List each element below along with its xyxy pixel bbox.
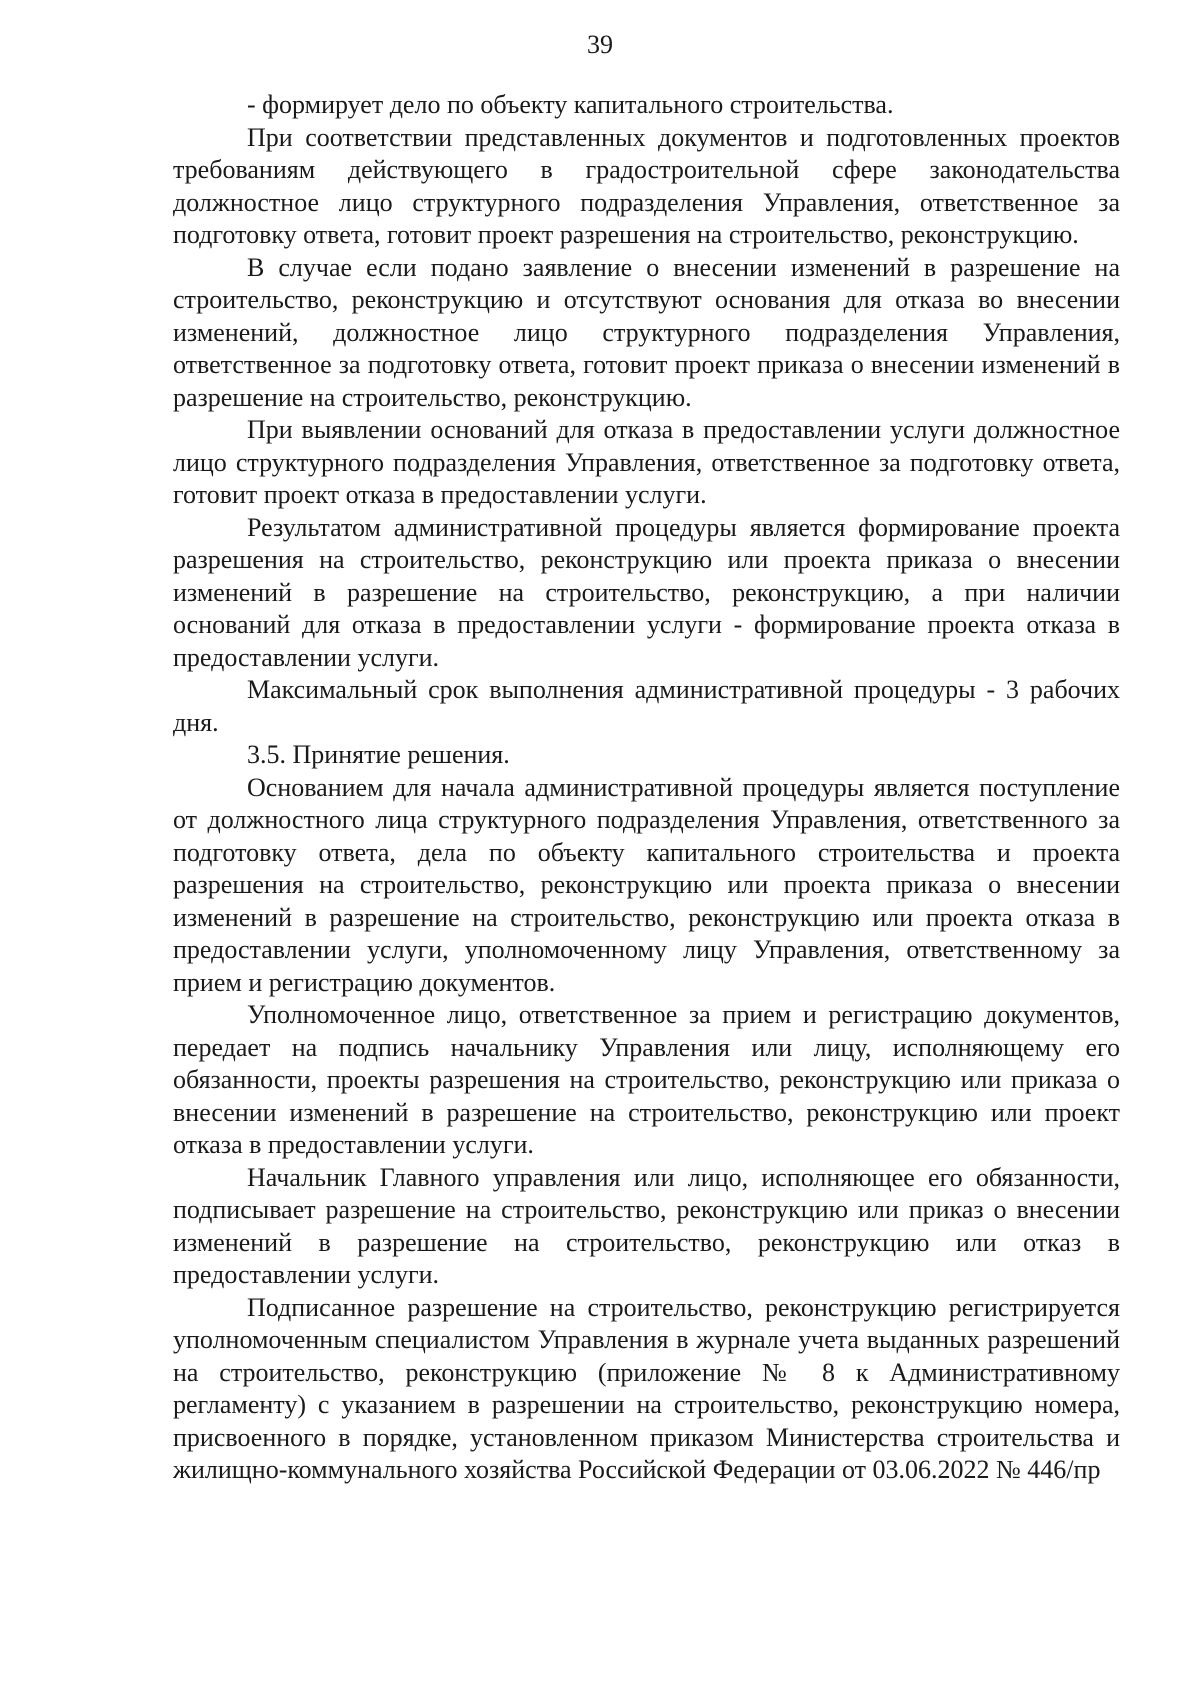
paragraph: Основанием для начала административной процедуры является поступление от должностного лица структурного подразделения Управления, ответственного за подготовку ответа, дела по объекту капитального строительства и проекта разрешения на строительство, реконструкцию или проекта приказа о внесении изменений в разрешение на строительство, реконструкцию или проекта отказа в предоставлении услуги, уполномоченному лицу Управления, ответственному за прием и регистрацию документов. bbox=[173, 772, 1120, 997]
paragraph: При соответствии представленных документов и подготовленных проектов требованиям действующего в градостроительной сфере законодательства должностное лицо структурного подразделения Управления, ответственное за подготовку ответа, готовит проект разрешения на строительство, реконструкцию. bbox=[173, 122, 1120, 249]
document-body bbox=[173, 89, 1120, 1487]
page-number: 39 bbox=[587, 30, 613, 59]
paragraph: Начальник Главного управления или лицо, исполняющее его обязанности, подписывает разрешение на строительство, реконструкцию или приказ о внесении изменений в разрешение на строительство, реконструкцию или отказ в предоставлении услуги. bbox=[173, 1162, 1120, 1289]
paragraph: Уполномоченное лицо, ответственное за прием и регистрацию документов, передает на подпись начальнику Управления или лицу, исполняющему его обязанности, проекты разрешения на строительство, реконструкцию или приказа о внесении изменений в разрешение на строительство, реконструкцию или проект отказа в предоставлении услуги. bbox=[173, 1000, 1120, 1159]
paragraph: Результатом административной процедуры является формирование проекта разрешения на строительство, реконструкцию или проекта приказа о внесении изменений в разрешение на строительство, реконструкцию, а при наличии оснований для отказа в предоставлении услуги - формирование проекта отказа в предоставлении услуги. bbox=[173, 512, 1120, 672]
paragraph: При выявлении оснований для отказа в предоставлении услуги должностное лицо структурного подразделения Управления, ответственное за подготовку ответа, готовит проект отказа в предоставлении услуги. bbox=[173, 415, 1120, 509]
paragraph: Подписанное разрешение на строительство, реконструкцию регистрируется уполномоченным специалистом Управления в журнале учета выданных разрешений на строительство, реконструкцию (приложение № 8 к Административному регламенту) с указанием в разрешении на строительство, реконструкцию номера, присвоенного в порядке, установленном приказом Министерства строительства и жилищно-коммунального хозяйства Российской Федерации от 03.06.2022 № 446/пр bbox=[173, 1292, 1120, 1484]
section-heading: 3.5. Принятие решения. bbox=[247, 740, 510, 769]
paragraph: Максимальный срок выполнения административной процедуры - 3 рабочих дня. bbox=[173, 675, 1120, 737]
paragraph: - формирует дело по объекту капитального строительства. bbox=[247, 90, 894, 119]
paragraph: В случае если подано заявление о внесении изменений в разрешение на строительство, реконструкцию и отсутствуют основания для отказа во внесении изменений, должностное лицо структурного подразделения Управления, ответственное за подготовку ответа, готовит проект приказа о внесении изменений в разрешение на строительство, реконструкцию. bbox=[173, 252, 1120, 412]
